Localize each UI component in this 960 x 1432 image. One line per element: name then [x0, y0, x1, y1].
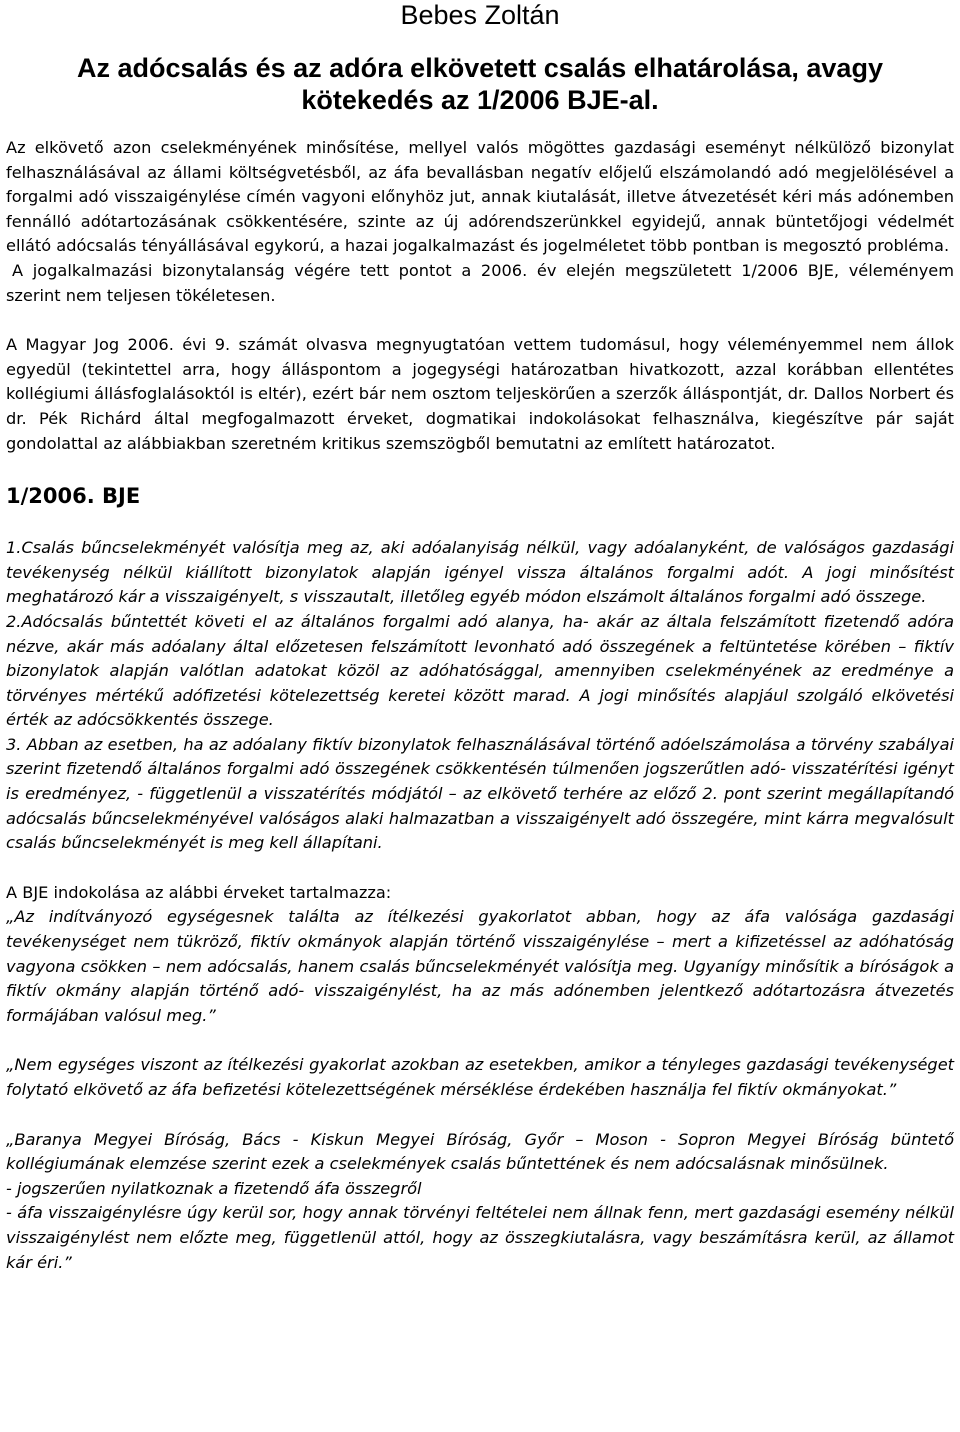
document-title-line2: kötekedés az 1/2006 BJE-al. — [301, 85, 659, 115]
reasoning-quote-2: „Nem egységes viszont az ítélkezési gyakorlat azokban az esetekben, amikor a tényleges gazdasági tevékenységet folytató elkövető az áfa befizetési kötelezettségének mérséklése érdekében használja fel fiktív okmányokat.” — [6, 1055, 954, 1099]
document-author: Bebes Zoltán — [400, 0, 560, 30]
reasoning-intro: A BJE indokolása az alábbi érveket tartalmazza: — [6, 882, 392, 902]
reasoning-quote-1: „Az indítványozó egységesnek találta az ítélkezési gyakorlatot abban, hogy az áfa valósága gazdasági tevékenységet nem tükröző, fiktív okmányok alapján történő visszaigénylése – mert a kifizetéssel az adóhatóság vagyona csökken – nem adócsalás, hanem csalás bűncselekményét valósítja meg. Ugyanígy minősítik a bíróságok a fiktív okmány alapján történő adó- visszaigénylést, ha az más adónemben jelentkező adótartozásra átvezetés formájában valósul meg.” — [6, 907, 954, 1025]
reasoning-quote-3-line-3: - áfa visszaigénylésre úgy kerül sor, hogy annak törvényi feltételei nem állnak fenn, mert gazdasági esemény nélkül visszaigénylést nem előzte meg, függetlenül attól, hogy az összegkiutalásra, vagy beszámításra kerül, az államot kár éri.” — [6, 1203, 954, 1272]
bje-point-1: 1.Csalás bűncselekményét valósítja meg az, aki adóalanyiság nélkül, vagy adóalanyként, de valóságos gazdasági tevékenység nélkül kiállított bizonylatok alapján igényel vissza általános forgalmi adót. A jogi minősítést meghatározó kár a visszaigényelt, s visszautalt, illetőleg egyéb módon elszámolt általános forgalmi adó összege. — [6, 538, 954, 607]
bje-point-2: 2.Adócsalás bűntettét követi el az általános forgalmi adó alanya, ha- akár az általa felszámított fizetendő adóra nézve, akár más adóalany által előzetesen felszámított levonható adó összegének a feltüntetése körében – fiktív bizonylatok alapján valótlan adatokat közöl az adóhatósággal, amennyiben cselekményének az eredménye a törvényes mértékű adófizetési kötelezettség keretei között marad. A jogi minősítés alapjául szolgáló elkövetési érték az adócsökkentés összege. — [6, 611, 954, 730]
bje-point-3: 3. Abban az esetben, ha az adóalany fiktív bizonylatok felhasználásával történő adóelszámolása a törvény szabályai szerint fizetendő általános forgalmi adó összegének csökkentésén túlmenően jogszerűtlen adó- visszatérítési igényt is eredményez, - függetlenül a visszatérítés módjától – az elkövető terhére az előző 2. pont szerint megállapítandó adócsalás bűncselekményével valóságos alaki halmazatban a visszaigényelt adó összegére, mint kárra megvalósult csalás bűncselekményét is meg kell állapítani. — [6, 734, 954, 853]
bje-heading: 1/2006. BJE — [6, 484, 141, 509]
document-title-line1: Az adócsalás és az adóra elkövetett csalás elhatárolása, avagy — [77, 53, 883, 83]
reasoning-quote-3-line-2: - jogszerűen nyilatkoznak a fizetendő áfa összegről — [6, 1178, 422, 1198]
uncertainty-paragraph: A jogalkalmazási bizonytalanság végére tett pontot a 2006. év elején megszületett 1/2006 BJE, véleményem szerint nem teljesen tökéletesen. — [6, 260, 954, 305]
magyar-jog-paragraph: A Magyar Jog 2006. évi 9. számát olvasva megnyugtatóan vettem tudomásul, hogy véleményemmel nem állok egyedül (tekintettel arra, hogy álláspontom a jogegységi határozatban hivatkozott, azzal korábban ellentétes kollégiumi állásfoglalásoktól is eltér), ezért bár nem osztom teljeskörűen a szerzők álláspontját, dr. Dallos Norbert és dr. Pék Richárd által megfogalmazott érveket, dogmatikai indokolásokat felhasználva, kiegészítve pár saját gondolattal az alábbiakban szeretném kritikus szemszögből bemutatni az említett határozatot. — [6, 335, 954, 453]
reasoning-quote-3: „Baranya Megyei Bíróság, Bács - Kiskun Megyei Bíróság, Győr – Moson - Sopron Megyei Bíróság büntető kollégiumának elemzése szerint ezek a cselekmények csalás bűntettének és nem adócsalásnak minősülnek. — [6, 1129, 954, 1174]
intro-paragraph: Az elkövető azon cselekményének minősítése, mellyel valós mögöttes gazdasági eseményt nélkülöző bizonylat felhasználásával az állami költségvetésből, az áfa bevallásban negatív előjelű elszámolandó adó megjelölésével a forgalmi adó visszaigénylése címén vagyoni előnyhöz jut, annak kiutalását, illetve átvezetését kéri más adónemben fennálló adótartozásának csökkentésére, szinte az új adórendszerünkkel egyidejű, annak büntetőjogi védelmét ellátó adócsalás tényállásával egykorú, a hazai jogalkalmazást és jogelméletet több pontban is megosztó probléma. — [6, 138, 954, 256]
document-title — [6, 52, 954, 116]
